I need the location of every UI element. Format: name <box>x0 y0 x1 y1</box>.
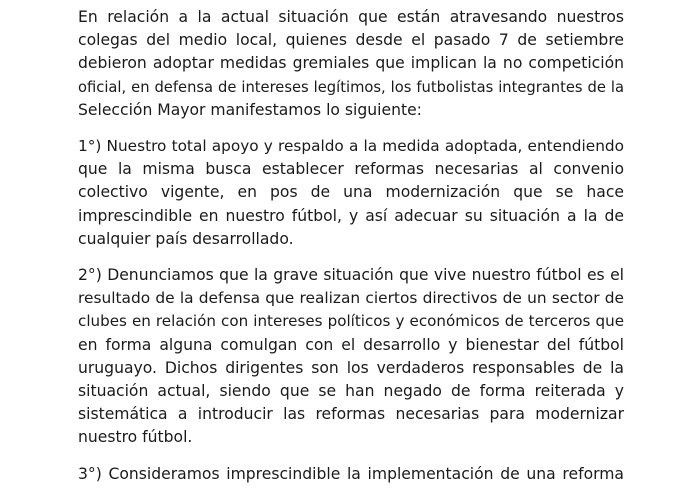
intro-paragraph <box>78 6 624 122</box>
text-line: 1°) Nuestro total apoyo y respaldo a la medida adoptada, entendiendo <box>78 137 624 156</box>
text-line: en forma alguna comulgan con el desarrollo y bienestar del fútbol <box>78 335 624 354</box>
text-line: colectivo vigente, en pos de una modernización que se hace <box>78 183 624 202</box>
statement-text <box>78 6 624 499</box>
text-line: debieron adoptar medidas gremiales que implican la no competición <box>78 54 624 73</box>
text-line: 2°) Denunciamos que la grave situación que vive nuestro fútbol es el <box>78 266 624 285</box>
text-line: 3°) Consideramos imprescindible la implementación de una reforma <box>78 464 624 483</box>
text-line: En relación a la actual situación que están atravesando nuestros <box>78 8 624 26</box>
text-line: oficial, en defensa de intereses legítimos, los futbolistas integrantes de la <box>78 78 624 96</box>
text-line: resultado de la defensa que realizan ciertos directivos de un sector de <box>78 289 624 308</box>
point-3-paragraph <box>78 463 624 486</box>
point-2-paragraph <box>78 264 624 450</box>
text-line: sistemática a introducir las reformas necesarias para modernizar <box>78 405 624 424</box>
text-line: colegas del medio local, quienes desde el pasado 7 de setiembre <box>78 31 624 50</box>
text-line: que la misma busca establecer reformas necesarias al convenio <box>78 160 624 179</box>
text-line: clubes en relación con intereses políticos y económicos de terceros que <box>78 312 624 331</box>
text-line: imprescindible en nuestro fútbol, y así adecuar su situación a la de <box>78 206 624 225</box>
text-line: Selección Mayor manifestamos lo siguiente: <box>78 100 422 119</box>
text-line: cualquier país desarrollado. <box>78 229 294 248</box>
text-line: situación actual, siendo que se han negado de forma reiterada y <box>78 382 624 401</box>
point-1-paragraph <box>78 135 624 251</box>
text-line: nuestro fútbol. <box>78 428 193 447</box>
text-line: uruguayo. Dichos dirigentes son los verdaderos responsables de la <box>78 358 624 377</box>
